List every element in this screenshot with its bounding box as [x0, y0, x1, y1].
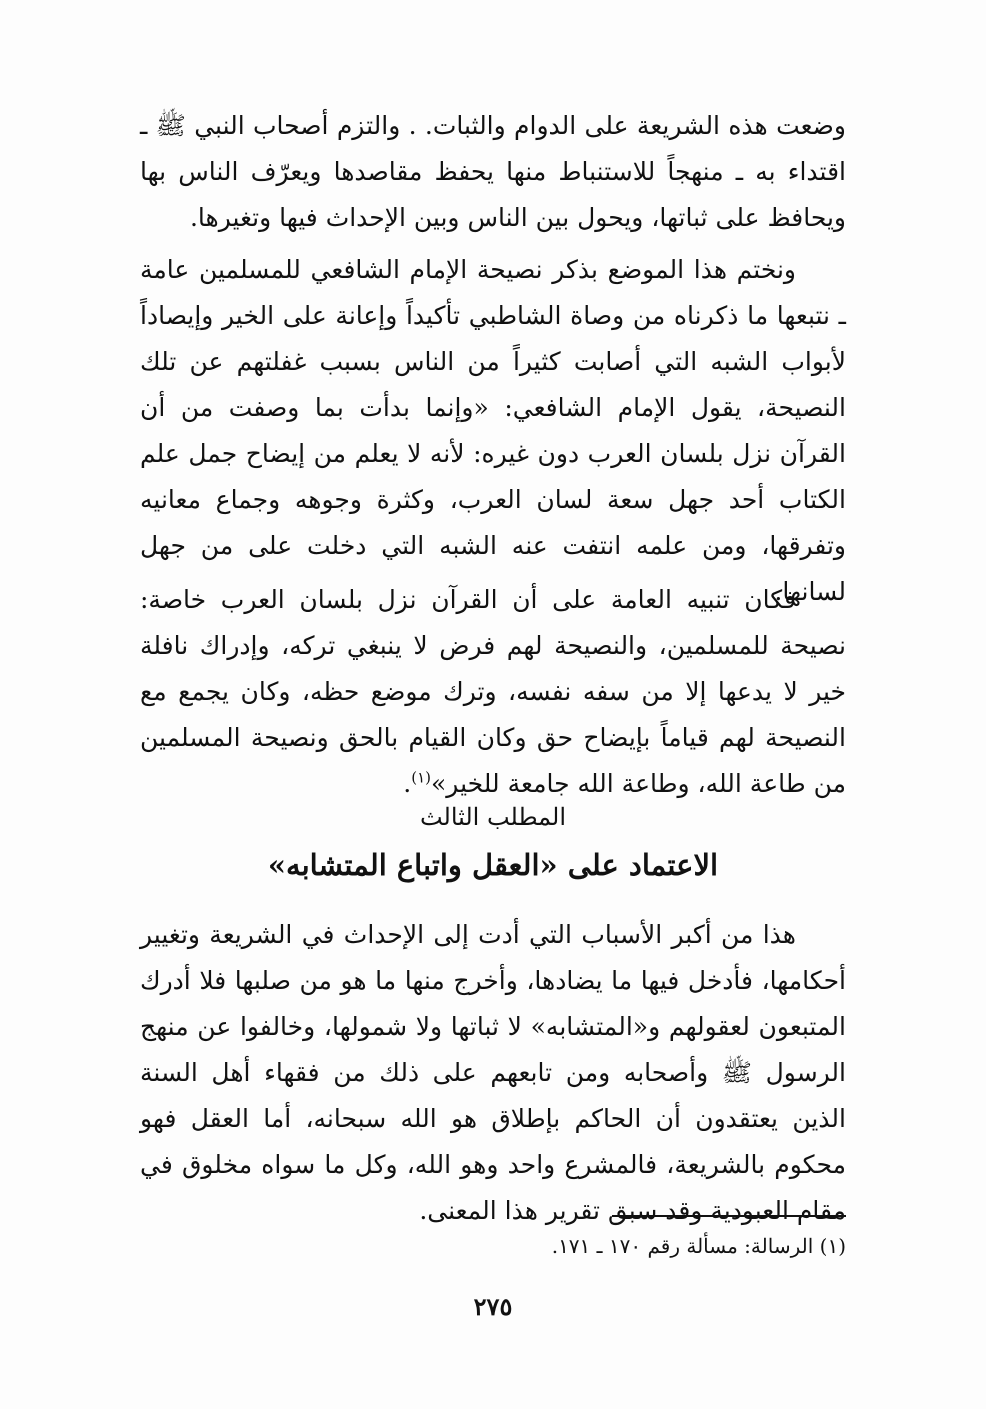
page-number: ٢٧٥	[473, 1292, 513, 1321]
body-paragraph-3-text: فكان تنبيه العامة على أن القرآن نزل بلسان العرب خاصة: نصيحة للمسلمين، والنصيحة لهم فرض لا ينبغي تركه، وإدراك نافلة خير لا يدعها إلا من سفه نفسه، وترك موضع حظه، وكان يجمع مع النصيحة لهم قياماً بإيضاح حق وكان القيام بالحق ونصيحة المسلمين من طاعة الله، وطاعة الله جامعة للخير»	[140, 585, 846, 798]
section-title: الاعتماد على «العقل واتباع المتشابه»	[267, 848, 719, 882]
body-paragraph-2: ونختم هذا الموضع بذكر نصيحة الإمام الشافعي للمسلمين عامة ـ نتبعها ما ذكرناه من وصاة الشاطبي تأكيداً وإعانة على الخير وإيصاداً لأبواب الشبه التي أصابت كثيراً من الناس بسبب غفلتهم عن تلك النصيحة، يقول الإمام الشافعي: «وإنما بدأت بما وصفت من أن القرآن نزل بلسان العرب دون غيره: لأنه لا يعلم من إيضاح جمل علم الكتاب أحد جهل سعة لسان العرب، وكثرة وجوهه وجماع معانيه وتفرقها، ومن علمه انتفت عنه الشبه التي دخلت على من جهل لسانها.	[140, 255, 846, 606]
footnote-reference[interactable]: (١)	[411, 768, 431, 787]
body-paragraph-3	[140, 577, 846, 807]
body-paragraph-4: هذا من أكبر الأسباب التي أدت إلى الإحداث في الشريعة وتغيير أحكامها، فأدخل فيها ما يضادها، وأخرج منها ما هو من صلبها فلا أدرك المتبعون لعقولهم و«المتشابه» لا ثباتها ولا شمولها، وخالفوا عن منهج الرسول ﷺ وأصحابه ومن تابعهم على ذلك من فقهاء أهل السنة الذين يعتقدون أن الحاكم بإطلاق هو الله سبحانه، أما العقل فهو محكوم بالشريعة، فالمشرع واحد وهو الله، وكل ما سواه مخلوق في مقام العبودية وقد سبق تقرير هذا المعنى.	[140, 920, 846, 1225]
footnote-divider	[612, 1215, 846, 1217]
footnote: (١) الرسالة: مسألة رقم ١٧٠ ـ ١٧١.	[551, 1234, 846, 1258]
paragraph-end-mark: .	[403, 769, 412, 798]
section-label: المطلب الثالث	[419, 803, 567, 831]
body-paragraph-1: وضعت هذه الشريعة على الدوام والثبات. . والتزم أصحاب النبي ﷺ ـ اقتداء به ـ منهجاً للاستنباط منها يحفظ مقاصدها ويعرّف الناس بها ويحافظ على ثباتها، ويحول بين الناس وبين الإحداث فيها وتغيرها.	[140, 111, 846, 232]
